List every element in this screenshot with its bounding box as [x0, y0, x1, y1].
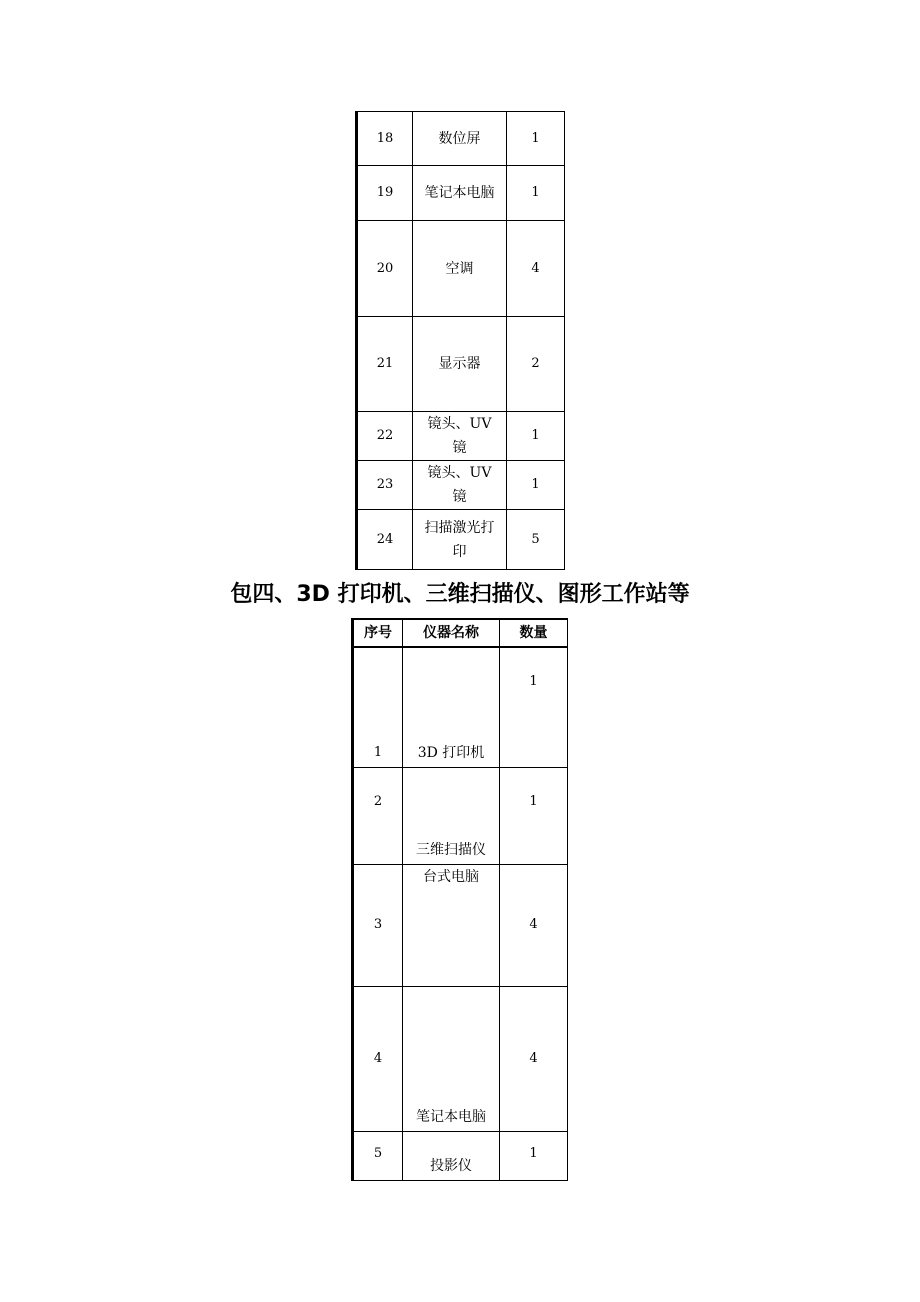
instrument-name: 笔记本电脑 — [403, 986, 500, 1131]
instrument-name: 镜头、UV镜 — [413, 412, 507, 461]
quantity: 1 — [529, 674, 538, 690]
row-number: 20 — [357, 221, 413, 317]
table-row — [357, 461, 565, 510]
row-number: 22 — [357, 412, 413, 461]
quantity: 1 — [529, 1145, 538, 1161]
quantity-cell — [500, 1131, 568, 1180]
quantity-cell — [500, 767, 568, 864]
table-row — [353, 647, 568, 767]
table-row — [357, 412, 565, 461]
header-instrument-name: 仪器名称 — [403, 619, 500, 647]
quantity: 1 — [529, 793, 538, 809]
row-number: 3 — [353, 864, 403, 986]
quantity: 4 — [500, 864, 568, 986]
row-number: 18 — [357, 112, 413, 166]
equipment-table-package-four — [351, 618, 568, 1181]
instrument-name: 笔记本电脑 — [413, 166, 507, 221]
instrument-name: 镜头、UV镜 — [413, 461, 507, 510]
table-row — [357, 510, 565, 570]
instrument-name: 三维扫描仪 — [403, 767, 500, 864]
table-row — [357, 221, 565, 317]
equipment-table-continued — [355, 111, 565, 570]
table-row — [357, 317, 565, 412]
quantity: 1 — [507, 412, 565, 461]
quantity: 4 — [507, 221, 565, 317]
table-row — [353, 864, 568, 986]
section-heading: 包四、3D 打印机、三维扫描仪、图形工作站等 — [230, 582, 690, 607]
table-row — [357, 166, 565, 221]
table-row — [353, 1131, 568, 1180]
row-number-cell — [353, 767, 403, 864]
row-number: 1 — [353, 647, 403, 767]
instrument-name: 扫描激光打印 — [413, 510, 507, 570]
instrument-name: 数位屏 — [413, 112, 507, 166]
row-number: 2 — [373, 793, 383, 809]
quantity: 1 — [507, 461, 565, 510]
row-number-cell — [353, 1131, 403, 1180]
row-number: 23 — [357, 461, 413, 510]
row-number: 5 — [373, 1145, 383, 1161]
row-number: 4 — [353, 986, 403, 1131]
quantity: 4 — [500, 986, 568, 1131]
quantity: 5 — [507, 510, 565, 570]
instrument-name: 投影仪 — [403, 1131, 500, 1180]
table-row — [357, 112, 565, 166]
row-number: 19 — [357, 166, 413, 221]
instrument-name: 空调 — [413, 221, 507, 317]
quantity: 1 — [507, 166, 565, 221]
instrument-name: 3D 打印机 — [403, 647, 500, 767]
row-number: 21 — [357, 317, 413, 412]
instrument-name: 显示器 — [413, 317, 507, 412]
row-number: 24 — [357, 510, 413, 570]
quantity: 1 — [507, 112, 565, 166]
table-header-row — [353, 619, 568, 647]
quantity: 2 — [507, 317, 565, 412]
quantity-cell — [500, 647, 568, 767]
header-quantity: 数量 — [500, 619, 568, 647]
table-row — [353, 986, 568, 1131]
instrument-name: 台式电脑 — [403, 864, 500, 986]
table-row — [353, 767, 568, 864]
header-number: 序号 — [353, 619, 403, 647]
